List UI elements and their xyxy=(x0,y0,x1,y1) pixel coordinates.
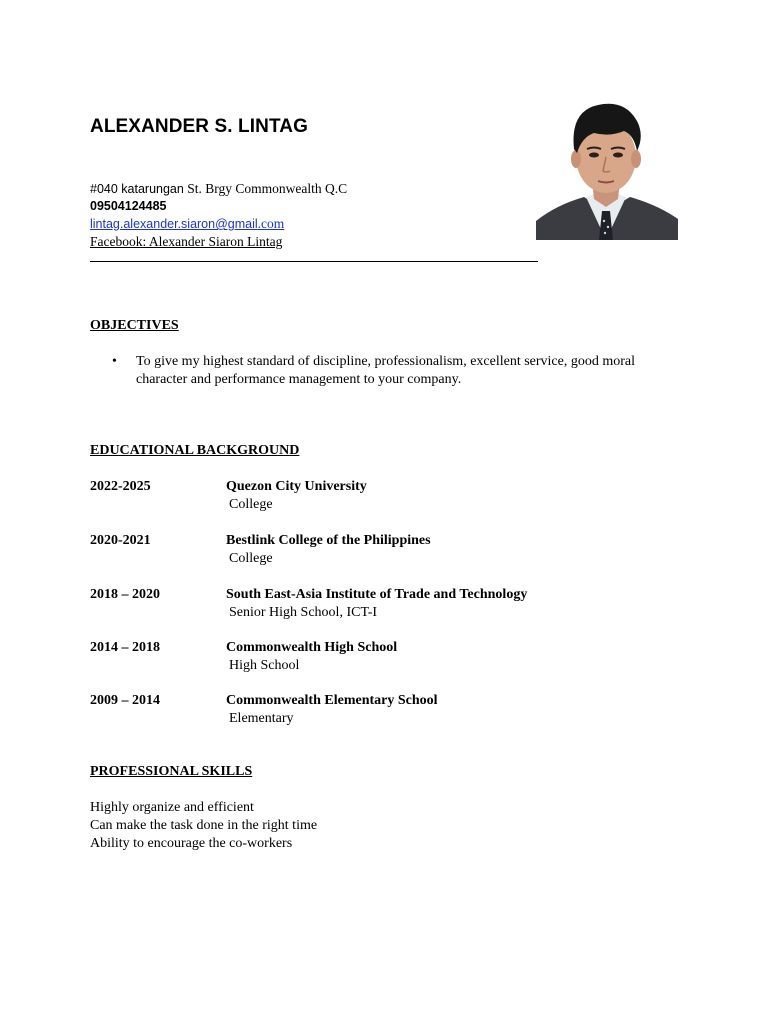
address-line xyxy=(90,180,347,198)
objective-text: To give my highest standard of discipline, professionalism, excellent service, good moral character and performance management to your company. xyxy=(136,354,636,387)
address-rest: St. Brgy Commonwealth Q.C xyxy=(183,181,348,196)
education-school: Quezon City University xyxy=(226,479,367,494)
email-link[interactable] xyxy=(90,215,347,233)
profile-photo xyxy=(536,93,678,240)
address-prefix: #040 katarungan xyxy=(90,182,184,196)
education-school: Bestlink College of the Philippines xyxy=(226,533,431,548)
education-school: Commonwealth High School xyxy=(226,640,398,655)
skill-item: Can make the task done in the right time xyxy=(90,818,318,833)
education-heading: EDUCATIONAL BACKGROUND xyxy=(90,443,300,458)
education-years: 2014 – 2018 xyxy=(90,640,160,655)
education-level: High School xyxy=(229,658,300,673)
skill-item: Ability to encourage the co-workers xyxy=(90,836,293,851)
education-level: College xyxy=(229,551,273,566)
education-years: 2022-2025 xyxy=(90,479,151,494)
skill-item: Highly organize and efficient xyxy=(90,800,254,815)
email-domain[interactable]: .com xyxy=(257,216,285,231)
objective-item xyxy=(112,353,682,389)
education-years: 2009 – 2014 xyxy=(90,693,160,708)
bullet-icon: • xyxy=(112,354,117,369)
education-years: 2018 – 2020 xyxy=(90,587,160,602)
phone-number: 09504124485 xyxy=(90,199,167,213)
skills-heading: PROFESSIONAL SKILLS xyxy=(90,764,253,779)
education-level: Elementary xyxy=(229,711,294,726)
education-level: College xyxy=(229,497,273,512)
facebook-line: Facebook: Alexander Siaron Lintag xyxy=(90,234,283,249)
education-school: Commonwealth Elementary School xyxy=(226,693,438,708)
applicant-name: ALEXANDER S. LINTAG xyxy=(90,116,308,137)
education-level: Senior High School, ICT-I xyxy=(229,605,378,620)
objectives-heading: OBJECTIVES xyxy=(90,318,179,333)
education-school: South East-Asia Institute of Trade and Technology xyxy=(226,587,528,602)
header-divider xyxy=(90,261,538,262)
education-years: 2020-2021 xyxy=(90,533,151,548)
email-user[interactable]: lintag.alexander.siaron@gmail xyxy=(90,217,258,231)
contact-block xyxy=(90,180,347,250)
skills-list xyxy=(90,799,317,853)
